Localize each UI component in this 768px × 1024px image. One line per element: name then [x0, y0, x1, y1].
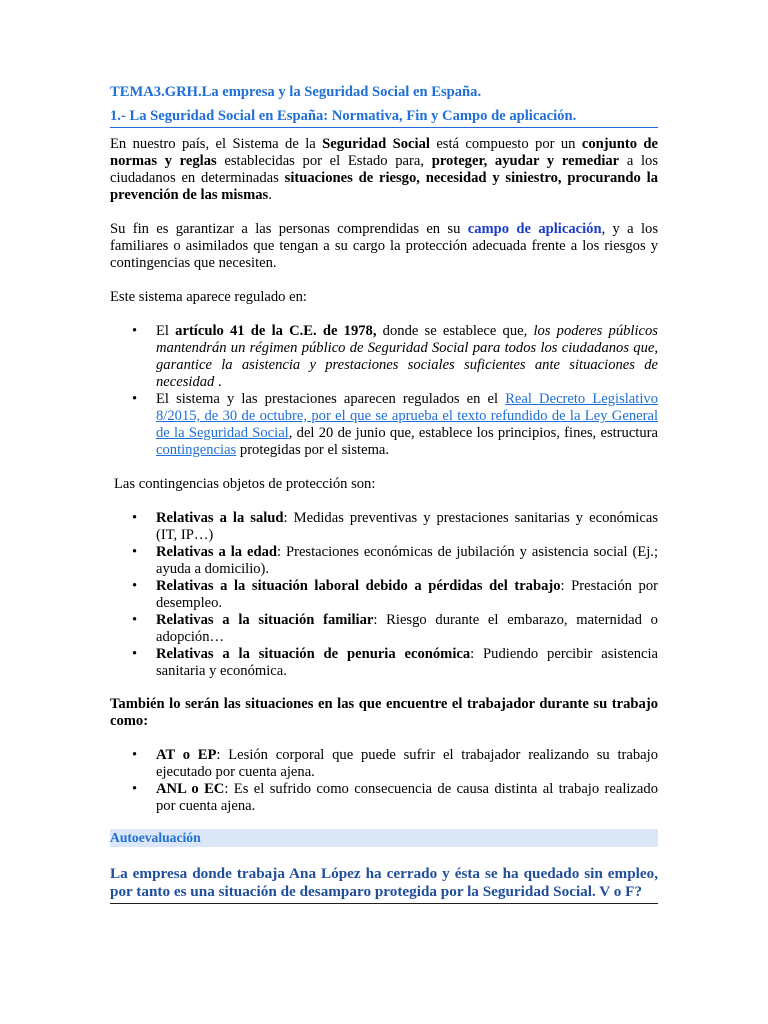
list-item: • ANL o EC: Es el sufrido como consecuencia de causa distinta al trabajo realizado por cuenta ajena. — [132, 781, 659, 814]
bullet-icon: • — [132, 391, 138, 407]
document-body — [110, 84, 658, 904]
list-item: • El artículo 41 de la C.E. de 1978, donde se establece que, los poderes públicos mantendrán un régimen público de Seguridad Social para todos los ciudadanos que, garantice la asistencia y prestaciones sociales suficientes ante situaciones de necesidad . — [132, 323, 658, 390]
list-item: • Relativas a la situación familiar: Riesgo durante el embarazo, maternidad o adopción… — [132, 612, 658, 645]
bullet-icon: • — [132, 544, 138, 560]
regulation-intro: Este sistema aparece regulado en: — [110, 289, 307, 305]
campo-aplicacion-highlight: campo de aplicación — [467, 221, 602, 237]
real-decreto-link[interactable]: Real Decreto Legislativo 8/2015, de 30 de octubre, por el que se aprueba el texto refundido de la Ley General de la Seguridad Social — [156, 391, 658, 441]
bullet-icon: • — [132, 781, 138, 797]
list-item: • Relativas a la edad: Prestaciones económicas de jubilación y asistencia social (Ej.; ayuda a domicilio). — [132, 544, 658, 577]
work-situations-list — [110, 747, 658, 815]
bullet-icon: • — [132, 612, 138, 628]
contingencies-list — [110, 510, 658, 680]
bullet-icon: • — [132, 510, 138, 526]
contingencias-link[interactable]: contingencias — [156, 442, 237, 458]
list-item: • El sistema y las prestaciones aparecen regulados en el Real Decreto Legislativo 8/2015, de 30 de octubre, por el que se aprueba el texto refundido de la Ley General de la Seguridad Social, del 20 de junio que, establece los principios, fines, estructura contingencias protegidas por el sistema. — [132, 391, 658, 458]
list-item: • Relativas a la salud: Medidas preventivas y prestaciones sanitarias y económicas (IT, IP…) — [132, 510, 658, 543]
purpose-paragraph: Su fin es garantizar a las personas comprendidas en su campo de aplicación, y a los familiares o asimilados que tengan a su cargo la protección adecuada frente a los riesgos y contingencias que necesiten. — [110, 221, 659, 271]
intro-paragraph: En nuestro país, el Sistema de la Seguridad Social está compuesto por un conjunto de normas y reglas establecidas por el Estado para, proteger, ayudar y remediar a los ciudadanos en determinadas situaciones de riesgo, necesidad y siniestro, procurando la prevención de las mismas. — [110, 136, 659, 203]
self-assessment-question: La empresa donde trabaja Ana López ha cerrado y ésta se ha quedado sin empleo, por tanto es una situación de desamparo protegida por la Seguridad Social. V o F? — [110, 865, 658, 904]
self-assessment-heading: Autoevaluación — [110, 829, 658, 847]
bullet-icon: • — [132, 323, 138, 339]
work-situations-intro: También lo serán las situaciones en las que encuentre el trabajador durante su trabajo como: — [110, 696, 658, 729]
list-item: • Relativas a la situación de penuria económica: Pudiendo percibir asistencia sanitaria y económica. — [132, 646, 658, 679]
bullet-icon: • — [132, 646, 138, 662]
section-heading: 1.- La Seguridad Social en España: Normativa, Fin y Campo de aplicación. — [110, 108, 658, 128]
bullet-icon: • — [132, 747, 138, 763]
bullet-icon: • — [132, 578, 138, 594]
regulation-list — [110, 323, 658, 459]
document-title: TEMA3.GRH.La empresa y la Seguridad Social en España. — [110, 84, 482, 100]
list-item: • Relativas a la situación laboral debido a pérdidas del trabajo: Prestación por desempleo. — [132, 578, 658, 611]
contingencies-intro: Las contingencias objetos de protección son: — [114, 476, 376, 492]
list-item: • AT o EP: Lesión corporal que puede sufrir el trabajador realizando su trabajo ejecutado por cuenta ajena. — [132, 747, 658, 780]
